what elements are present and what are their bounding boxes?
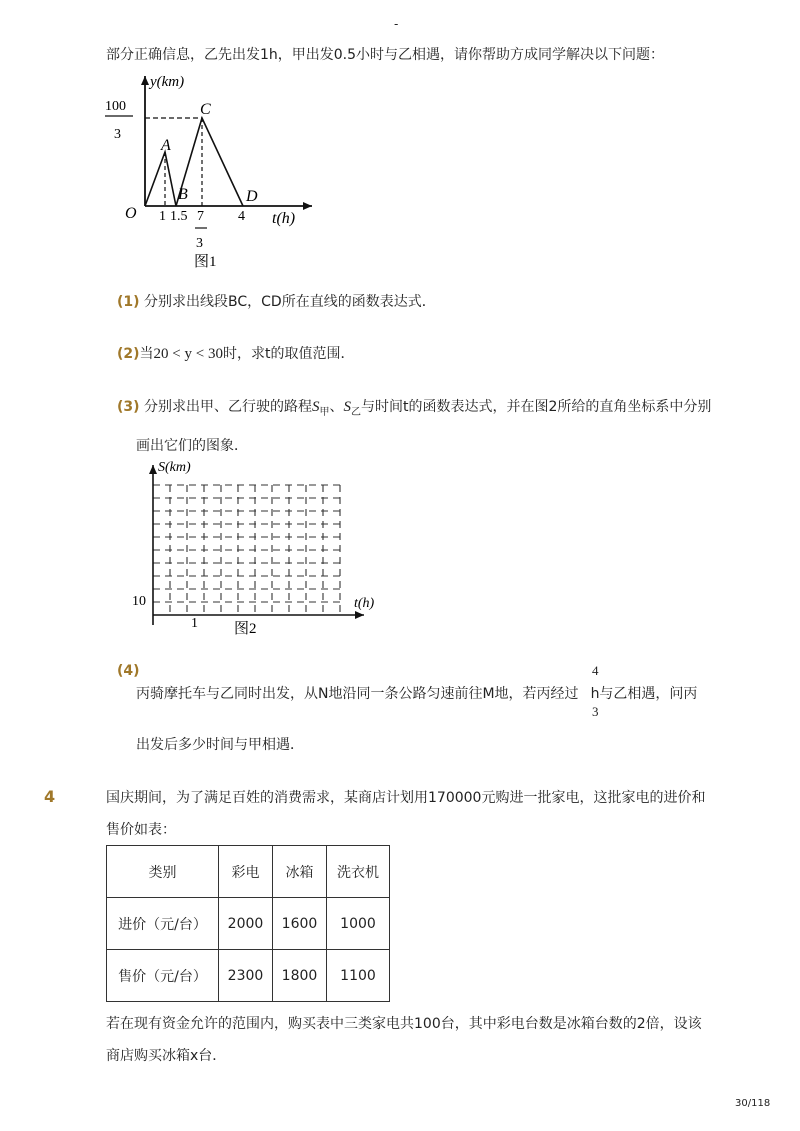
q4-number: (4) <box>117 663 140 679</box>
q3-number: (3) <box>117 399 140 415</box>
fig1-point-d: D <box>246 188 258 205</box>
q3-sub2: 乙 <box>351 406 361 418</box>
q2-math: 20 < y < 30 <box>153 346 223 362</box>
fig2-ytick: 10 <box>132 594 146 609</box>
fig1-tick-3: 3 <box>196 236 203 251</box>
figure-2 <box>128 455 388 645</box>
fig2-caption: 图2 <box>234 621 257 637</box>
q4-pre: 丙骑摩托车与乙同时出发，从N地沿同一条公路匀速前往M地，若丙经过 <box>136 686 579 702</box>
table-cell: 1000 <box>327 898 390 950</box>
problem-4-line1: 国庆期间，为了满足百姓的消费需求，某商店计划用170000元购进一批家电，这批家电的进价和 <box>106 790 706 806</box>
question-2 <box>117 344 354 364</box>
fig1-ylabel: y(km) <box>150 74 185 90</box>
intro-text: 部分正确信息，乙先出发1h，甲出发0.5小时与乙相遇，请你帮助方成同学解决以下问题： <box>106 47 665 63</box>
fig1-frac-num: 100 <box>105 99 126 114</box>
fig2-xlabel: t(h) <box>354 596 375 611</box>
q4-line1 <box>136 684 697 704</box>
q3-pre: 分别求出甲、乙行驶的路程 <box>144 399 312 415</box>
fig1-y-arrow <box>141 76 149 85</box>
table-header-cell: 彩电 <box>219 846 273 898</box>
fig2-xtick: 1 <box>191 616 198 631</box>
q3-sub1: 甲 <box>319 406 330 418</box>
fig1-tick-1: 1 <box>159 209 166 224</box>
table-cell: 售价（元/台） <box>107 950 219 1002</box>
table-header-cell: 洗衣机 <box>327 846 390 898</box>
problem-4-after1: 若在现有资金允许的范围内，购买表中三类家电共100台，其中彩电台数是冰箱台数的2倍，设该 <box>106 1016 702 1032</box>
fig1-tick-7: 7 <box>197 209 204 224</box>
price-table <box>106 845 390 1002</box>
page-number: 30/118 <box>735 1098 771 1109</box>
table-cell: 1100 <box>327 950 390 1002</box>
fig1-point-a: A <box>161 137 171 154</box>
figure-1 <box>100 68 320 278</box>
fig1-tick-4: 4 <box>238 209 245 224</box>
fig1-xlabel: t(h) <box>272 210 296 227</box>
problem-4-number: 4 <box>44 787 56 806</box>
table-header-cell: 冰箱 <box>273 846 327 898</box>
q2-post: 时，求t的取值范围． <box>222 346 355 362</box>
fig1-point-b: B <box>178 186 188 203</box>
table-cell: 2300 <box>219 950 273 1002</box>
problem-4-line2: 售价如表： <box>106 822 176 838</box>
question-3 <box>117 397 711 423</box>
table-cell: 2000 <box>219 898 273 950</box>
q2-number: (2) <box>117 346 140 362</box>
q3-s1: S <box>312 399 320 415</box>
fig1-caption: 图1 <box>194 254 217 270</box>
q3-post: 与时间t的函数表达式，并在图2所给的直角坐标系中分别 <box>361 399 712 415</box>
table-row <box>107 950 390 1002</box>
fig1-point-c: C <box>200 101 211 118</box>
q1-text: 分别求出线段BC，CD所在直线的函数表达式． <box>144 294 436 310</box>
table-header-cell: 类别 <box>107 846 219 898</box>
fig1-x-arrow <box>303 202 312 210</box>
q3-line2: 画出它们的图象． <box>136 438 248 454</box>
problem-4-after2: 商店购买冰箱x台． <box>106 1048 227 1064</box>
q3-sep: 、 <box>329 399 344 415</box>
fig2-x-arrow <box>355 611 364 619</box>
q4-frac-num: 4 <box>592 663 599 678</box>
q2-pre: 当 <box>139 346 154 362</box>
fig1-tick-1-5: 1.5 <box>170 209 188 224</box>
fig2-grid <box>153 485 340 615</box>
q3-s2: S <box>343 399 351 415</box>
q4-unit: h与乙相遇，问丙 <box>590 686 698 702</box>
q4-frac-den: 3 <box>592 704 599 719</box>
table-cell: 1800 <box>273 950 327 1002</box>
header-mark: - <box>394 17 399 31</box>
table-header-row <box>107 846 390 898</box>
fig2-y-arrow <box>149 465 157 474</box>
table-row <box>107 898 390 950</box>
question-1 <box>117 292 436 312</box>
q1-number: (1) <box>117 294 140 310</box>
fig2-ylabel: S(km) <box>158 460 191 475</box>
fig1-origin: O <box>125 205 137 222</box>
table-cell: 进价（元/台） <box>107 898 219 950</box>
fig1-frac-den: 3 <box>114 127 121 142</box>
fig1-graph-line <box>145 118 243 206</box>
q4-line2: 出发后多少时间与甲相遇． <box>136 737 304 753</box>
table-cell: 1600 <box>273 898 327 950</box>
